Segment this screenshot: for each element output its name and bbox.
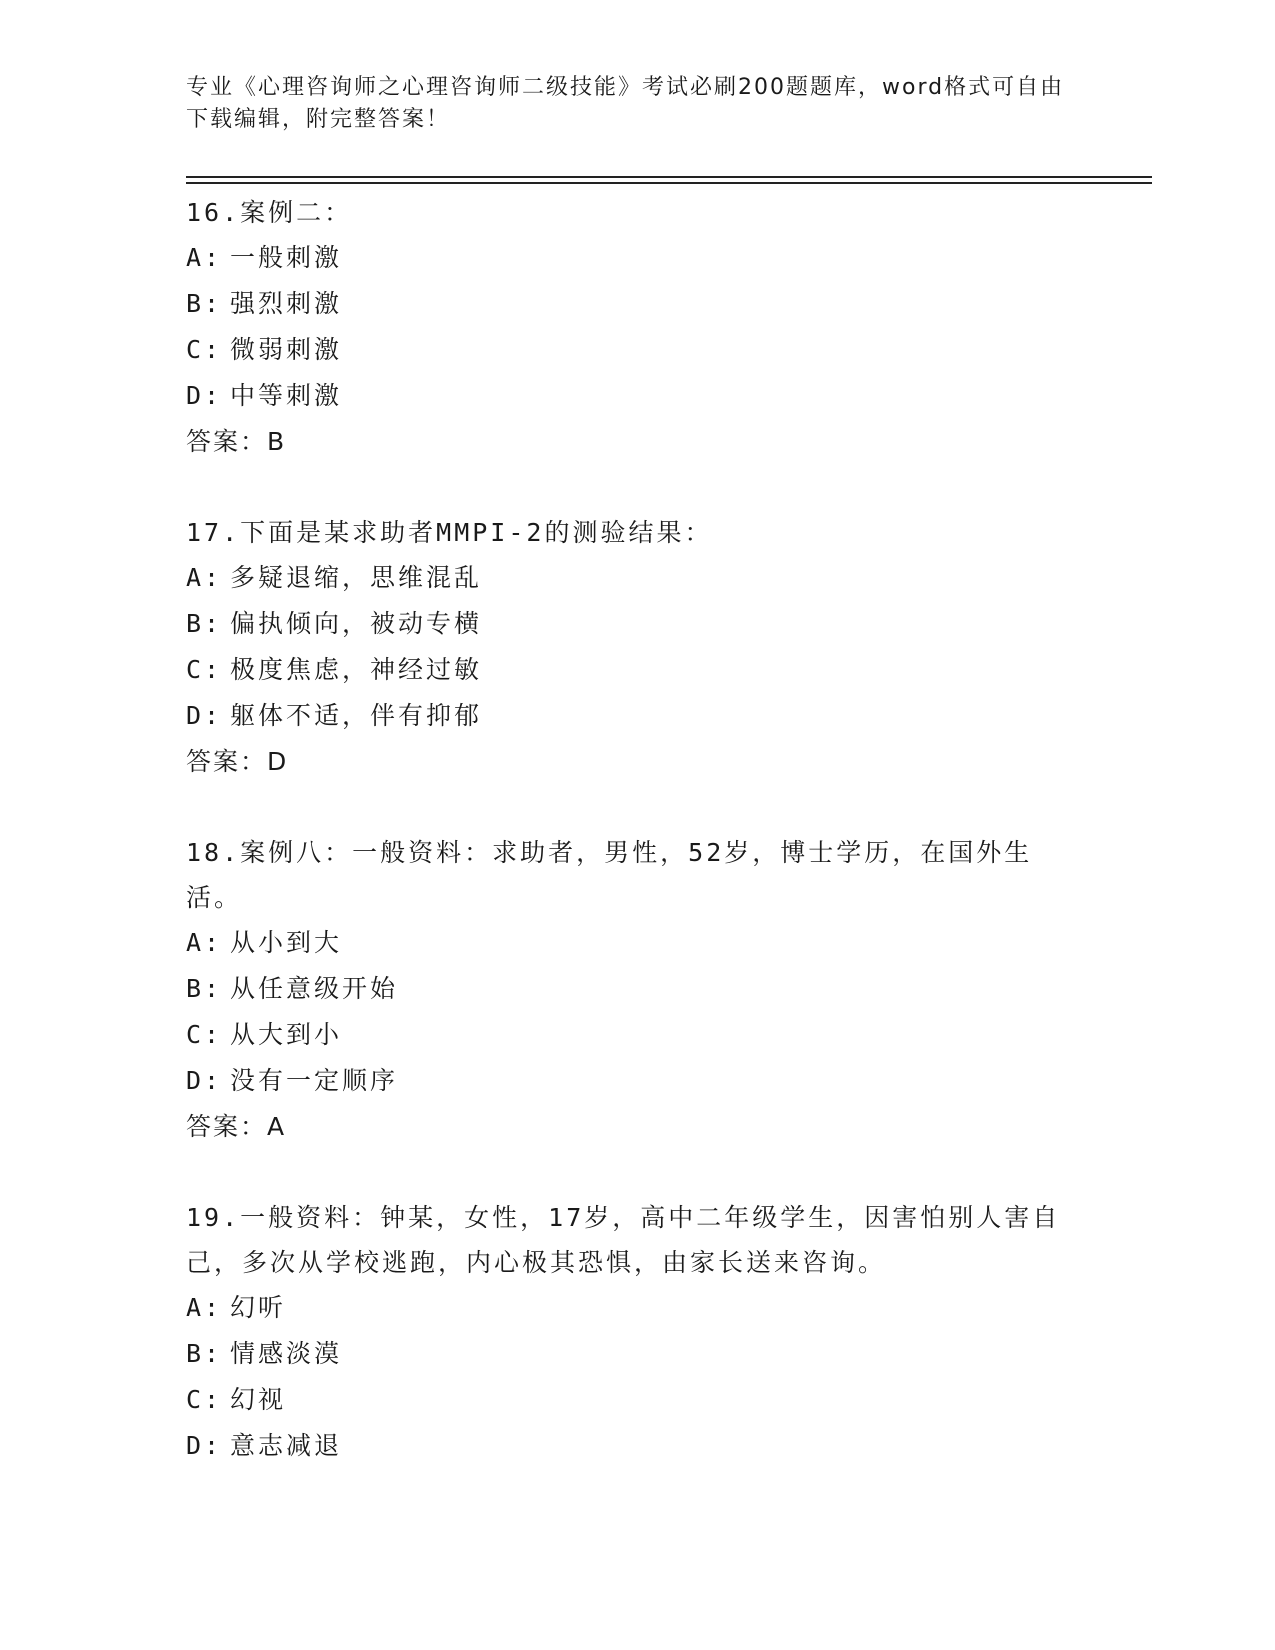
option-text: 极度焦虑，神经过敏 [230,655,483,684]
option-text: 幻视 [230,1385,287,1414]
answer-line: 答案：A [186,1112,287,1141]
option-letter: C: [186,335,223,364]
option-b [186,281,1086,327]
option-letter: D: [186,1431,223,1460]
option-letter: B: [186,609,223,638]
option-text: 偏执倾向，被动专横 [230,609,483,638]
option-text: 从大到小 [230,1020,343,1049]
option-text: 一般刺激 [230,243,343,272]
option-c [186,327,1086,373]
option-text: 从小到大 [230,928,343,957]
option-letter: B: [186,289,223,318]
option-a [186,1285,1086,1331]
option-letter: C: [186,1020,223,1049]
option-letter: A: [186,928,223,957]
option-text: 中等刺激 [230,381,343,410]
option-text: 意志减退 [230,1431,343,1460]
option-d [186,1423,1086,1469]
question-18 [186,830,1086,1150]
question-19 [186,1195,1086,1469]
option-letter: A: [186,563,223,592]
option-a [186,920,1086,966]
option-letter: D: [186,381,223,410]
option-letter: B: [186,974,223,1003]
question-17 [186,510,1086,785]
answer-line: 答案：D [186,747,289,776]
document-header: 专业《心理咨询师之心理咨询师二级技能》考试必刷200题题库，word格式可自由下载编辑，附完整答案！ [186,75,1065,132]
question-16 [186,190,1086,465]
option-a [186,555,1086,601]
option-d [186,1058,1086,1104]
option-b [186,1331,1086,1377]
option-c [186,1012,1086,1058]
header-divider-top [186,176,1152,178]
option-c [186,1377,1086,1423]
question-stem: 17.下面是某求助者MMPI-2的测验结果： [186,518,713,547]
option-text: 从任意级开始 [230,974,399,1003]
option-text: 躯体不适，伴有抑郁 [230,701,483,730]
option-b [186,601,1086,647]
question-stem: 16.案例二： [186,198,353,227]
option-letter: A: [186,1293,223,1322]
option-text: 没有一定顺序 [230,1066,399,1095]
option-b [186,966,1086,1012]
option-letter: D: [186,701,223,730]
question-stem: 19.一般资料：钟某，女性，17岁，高中二年级学生，因害怕别人害自己，多次从学校逃跑，内心极其恐惧，由家长送来咨询。 [186,1203,1061,1277]
option-text: 强烈刺激 [230,289,343,318]
option-text: 多疑退缩，思维混乱 [230,563,483,592]
header-divider-bottom [186,182,1152,184]
option-letter: C: [186,1385,223,1414]
option-text: 微弱刺激 [230,335,343,364]
answer-line: 答案：B [186,427,287,456]
option-text: 幻听 [230,1293,287,1322]
option-a [186,235,1086,281]
option-d [186,373,1086,419]
question-stem: 18.案例八：一般资料：求助者，男性，52岁，博士学历，在国外生活。 [186,838,1033,912]
option-c [186,647,1086,693]
option-letter: D: [186,1066,223,1095]
option-letter: A: [186,243,223,272]
option-letter: C: [186,655,223,684]
option-d [186,693,1086,739]
option-text: 情感淡漠 [230,1339,343,1368]
option-letter: B: [186,1339,223,1368]
